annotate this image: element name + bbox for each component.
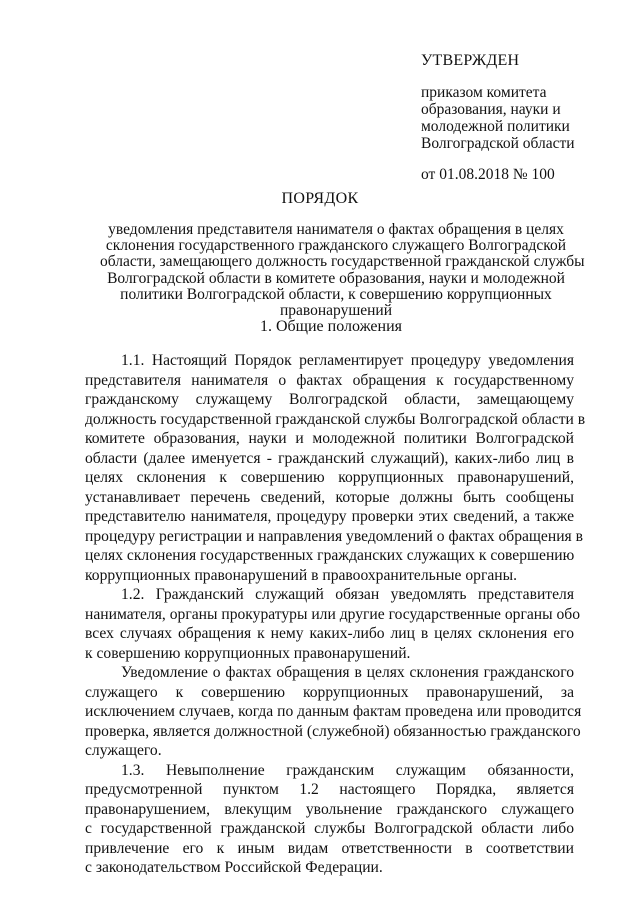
text-line: 1.1. Настоящий Порядок регламентирует процедуру уведомления [121, 352, 574, 369]
text-line: привлечение его к иным видам ответственности в соответствии [85, 839, 574, 857]
text-line: проверка, является должностной (служебной) обязанностью гражданского [85, 722, 581, 740]
approval-line: образования, науки и [421, 101, 561, 118]
text-line: гражданскому служащему Волгоградской области, замещающему [85, 391, 574, 408]
approval-line: Волгоградской области [421, 135, 575, 152]
paragraph-1-3 [85, 761, 574, 878]
document-subtitle [100, 221, 585, 320]
text-line: служащего. [85, 742, 162, 759]
text-line: представителю нанимателя, процедуру проверки этих сведений, а также [85, 508, 574, 525]
section-title: 1. Общие положения [259, 318, 403, 335]
text-line: Уведомление о фактах обращения в целях склонения гражданского [121, 664, 574, 681]
paragraph-1-2 [85, 585, 581, 663]
text-line: 1.3. Невыполнение гражданским служащим обязанности, [121, 761, 574, 779]
text-line: с государственной гражданской службы Волгоградской области либо [85, 820, 574, 837]
document-title: ПОРЯДОК [281, 190, 359, 207]
text-line: предусмотренной пунктом 1.2 настоящего Порядка, является [85, 781, 574, 798]
text-line: коррупционных правонарушений в правоохранительные органы. [85, 566, 517, 584]
subtitle-line: склонения государственного гражданского служащего Волгоградской [105, 237, 567, 255]
document-body [85, 351, 586, 878]
approval-line: приказом комитета [421, 84, 547, 101]
text-line: представителя нанимателя о фактах обращения к государственному [85, 371, 574, 389]
text-line: целях склонения к совершению коррупционных правонарушений, [85, 469, 574, 486]
text-line: 1.2. Гражданский служащий обязан уведомлять представителя [121, 586, 574, 603]
subtitle-line: уведомления представителя нанимателя о фактах обращения в целях [108, 221, 564, 238]
paragraph-notification [85, 663, 582, 761]
subtitle-line: политики Волгоградской области, к совершению коррупционных [120, 285, 552, 303]
text-line: к совершению коррупционных правонарушений. [85, 644, 411, 662]
text-line: служащего к совершению коррупционных правонарушений, за [85, 683, 574, 701]
approval-date-number: от 01.08.2018 № 100 [421, 166, 555, 183]
paragraph-1-1 [85, 351, 586, 585]
text-line: должность государственной гражданской службы Волгоградской области в [85, 410, 586, 428]
text-line: нанимателя, органы прокуратуры или другие государственные органы обо [85, 605, 581, 623]
text-line: процедуру регистрации и направления уведомлений о фактах обращения в [85, 527, 583, 545]
subtitle-line: области, замещающего должность государственной гражданской службы [100, 253, 585, 271]
approval-block [421, 52, 621, 183]
text-line: исключением случаев, когда по данным фактам проведена или проводится [85, 703, 582, 720]
text-line: всех случаях обращения к нему каких-либо лиц в целях склонения его [85, 625, 574, 642]
subtitle-line: правонарушений [279, 302, 393, 320]
text-line: с законодательством Российской Федерации. [85, 859, 383, 876]
text-line: правонарушением, влекущим увольнение гражданского служащего [85, 800, 574, 818]
approval-title: УТВЕРЖДЕН [421, 52, 520, 69]
approval-line: молодежной политики [421, 118, 570, 135]
text-line: целях склонения государственных гражданских служащих к совершению [85, 547, 575, 564]
text-line: комитете образования, науки и молодежной политики Волгоградской [85, 430, 574, 447]
subtitle-line: Волгоградской области в комитете образования, науки и молодежной [107, 269, 565, 287]
text-line: устанавливает перечень сведений, которые должны быть сообщены [85, 488, 574, 506]
text-line: области (далее именуется - гражданский служащий), каких-либо лиц в [85, 449, 574, 467]
